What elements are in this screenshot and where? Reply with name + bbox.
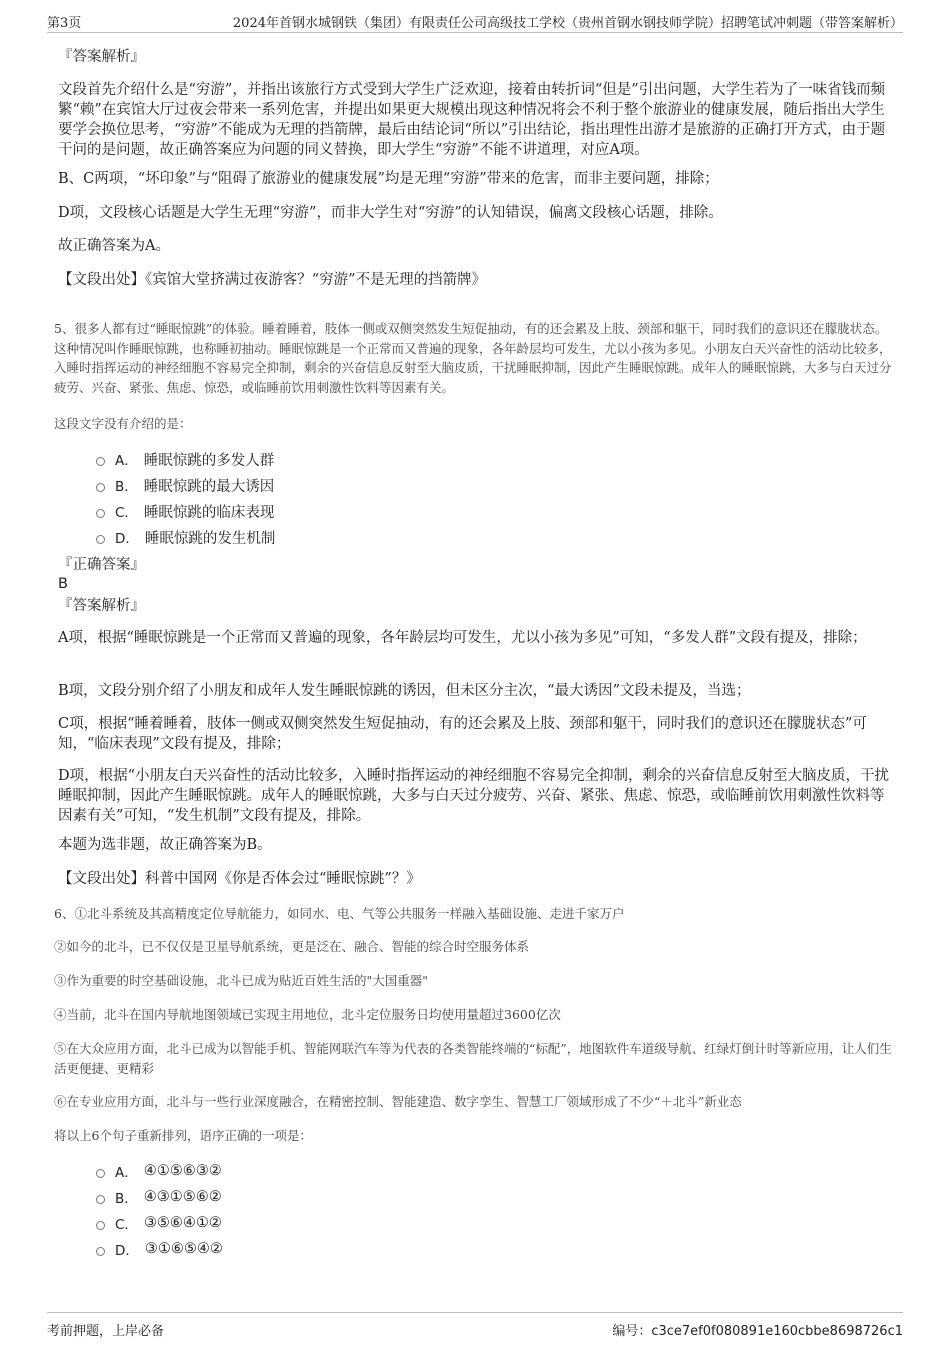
option-label: C． bbox=[115, 1217, 138, 1233]
radio-icon[interactable] bbox=[96, 535, 105, 544]
sentence-6: ⑥在专业应用方面，北斗与一些行业深度融合，在精密控制、智能建造、数字孪生、智慧工厂领域形成了不少“＋北斗”新业态 bbox=[54, 1094, 742, 1109]
option-label: A． bbox=[115, 453, 138, 469]
option-c[interactable] bbox=[96, 1213, 222, 1233]
option-text: ③⑤⑥④①② bbox=[143, 1215, 222, 1231]
correct-answer-label: 『正确答案』 bbox=[58, 557, 145, 573]
sentence-4: ④当前，北斗在国内导航地图领域已实现主用地位，北斗定位服务日均使用量超过3600亿次 bbox=[54, 1007, 561, 1022]
analysis-label: 『答案解析』 bbox=[58, 598, 145, 614]
option-text: ④③①⑤⑥② bbox=[143, 1189, 222, 1205]
option-text: 睡眠惊跳的最大诱因 bbox=[143, 478, 275, 495]
option-text: 睡眠惊跳的发生机制 bbox=[144, 530, 276, 547]
option-label: D． bbox=[115, 531, 139, 547]
analysis-label: 『答案解析』 bbox=[58, 49, 145, 65]
analysis-paragraph: 文段首先介绍什么是“穷游”，并指出该旅行方式受到大学生广泛欢迎，接着由转折词“但是”引出问题，大学生若为了一味省钱而频繁“赖”在宾馆大厅过夜会带来一系列危害，并提出如果更大规模出现这种情况将会不利于整个旅游业的健康发展，随后指出大学生要学会换位思考，“穷游”不能成为无理的挡箭牌，最后由结论词“所以”引出结论，指出理性出游才是旅游的正确打开方式，由于题干问的是问题，故正确答案应为问题的同义替换，即大学生“穷游”不能不讲道理，对应A项。 bbox=[58, 82, 886, 158]
analysis-paragraph: B、C两项，“坏印象”与“阻碍了旅游业的健康发展”均是无理“穷游”带来的危害，而非主要问题，排除； bbox=[58, 171, 719, 187]
analysis-paragraph: B项，文段分别介绍了小朋友和成年人发生睡眠惊跳的诱因，但未区分主次，“最大诱因”文段未提及，当选； bbox=[58, 683, 751, 699]
footer-slogan: 考前押题，上岸必备 bbox=[47, 1324, 165, 1339]
text-source: 【文段出处】科普中国网《你是否体会过“睡眠惊跳”？》 bbox=[58, 871, 421, 887]
correct-answer: B bbox=[58, 576, 68, 592]
sentence-5: ⑤在大众应用方面，北斗已成为以智能手机、智能网联汽车等为代表的各类智能终端的“标配”，地图软件车道级导航、红绿灯倒计时等新应用，让人们生活更便捷、更精彩 bbox=[54, 1041, 892, 1076]
sentence-3: ③作为重要的时空基础设施，北斗已成为贴近百姓生活的"大国重器" bbox=[54, 973, 429, 988]
option-label: A． bbox=[115, 1165, 138, 1181]
option-label: C． bbox=[115, 505, 138, 521]
document-code bbox=[612, 1320, 903, 1339]
sentence-2: ②如今的北斗，已不仅仅是卫星导航系统，更是泛在、融合、智能的综合时空服务体系 bbox=[54, 939, 530, 954]
document-title: 2024年首钢水城钢铁（集团）有限责任公司高级技工学校（贵州首钢水钢技师学院）招聘笔试冲刺题（带答案解析） bbox=[232, 15, 903, 31]
option-a[interactable] bbox=[96, 449, 274, 469]
radio-icon[interactable] bbox=[96, 509, 105, 518]
option-text: ④①⑤⑥③② bbox=[143, 1163, 222, 1179]
radio-icon[interactable] bbox=[96, 457, 105, 466]
code-label: 编号： bbox=[612, 1324, 652, 1339]
question-prompt: 将以上6个句子重新排列，语序正确的一项是： bbox=[54, 1128, 312, 1143]
option-d[interactable] bbox=[96, 1239, 223, 1259]
option-a[interactable] bbox=[96, 1161, 222, 1181]
question-prompt: 这段文字没有介绍的是： bbox=[54, 416, 192, 431]
option-text: ③①⑥⑤④② bbox=[144, 1241, 223, 1257]
page-number: 第3页 bbox=[47, 15, 82, 31]
option-text: 睡眠惊跳的临床表现 bbox=[143, 504, 275, 521]
option-b[interactable] bbox=[96, 475, 274, 495]
radio-icon[interactable] bbox=[96, 1247, 105, 1256]
option-text: 睡眠惊跳的多发人群 bbox=[143, 452, 275, 469]
analysis-paragraph: C项，根据“睡着睡着，肢体一侧或双侧突然发生短促抽动，有的还会累及上肢、颈部和躯干，同时我们的意识还在朦胧状态”可知，“临床表现”文段有提及，排除； bbox=[58, 716, 867, 752]
radio-icon[interactable] bbox=[96, 1169, 105, 1178]
page-header bbox=[47, 10, 903, 33]
page-footer bbox=[47, 1312, 903, 1339]
analysis-conclusion: 本题为选非题，故正确答案为B。 bbox=[58, 837, 272, 853]
analysis-paragraph: D项，文段核心话题是大学生无理“穷游”，而非大学生对“穷游”的认知错误，偏离文段核心话题，排除。 bbox=[58, 205, 723, 221]
analysis-conclusion: 故正确答案为A。 bbox=[58, 238, 170, 254]
option-label: B． bbox=[115, 479, 138, 495]
option-b[interactable] bbox=[96, 1187, 222, 1207]
option-d[interactable] bbox=[96, 527, 275, 547]
radio-icon[interactable] bbox=[96, 1195, 105, 1204]
code-value: c3ce7ef0f080891e160cbbe8698726c1 bbox=[651, 1324, 903, 1339]
analysis-paragraph: D项，根据“小朋友白天兴奋性的活动比较多，入睡时指挥运动的神经细胞不容易完全抑制，剩余的兴奋信息反射至大脑皮质，干扰睡眠抑制，因此产生睡眠惊跳。成年人的睡眠惊跳，大多与白天过分疲劳、兴奋、紧张、焦虑、惊恐，或临睡前饮用刺激性饮料等因素有关”可知，“发生机制”文段有提及，排除。 bbox=[58, 768, 890, 824]
option-label: D． bbox=[115, 1243, 139, 1259]
option-c[interactable] bbox=[96, 501, 274, 521]
analysis-paragraph: A项，根据“睡眠惊跳是一个正常而又普遍的现象，各年龄层均可发生，尤以小孩为多见”可知，“多发人群”文段有提及，排除； bbox=[58, 630, 867, 646]
question-stem: 5、很多人都有过“睡眠惊跳”的体验。睡着睡着，肢体一侧或双侧突然发生短促抽动，有的还会累及上肢、颈部和躯干，同时我们的意识还在朦胧状态。这种情况叫作睡眠惊跳，也称睡初抽动。睡眠惊跳是一个正常而又普遍的现象，各年龄层均可发生，尤以小孩为多见。小朋友白天兴奋性的活动比较多，入睡时指挥运动的神经细胞不容易完全抑制，剩余的兴奋信息反射至大脑皮质，干扰睡眠抑制，因此产生睡眠惊跳。成年人的睡眠惊跳，大多与白天过分疲劳、兴奋、紧张、焦虑、惊恐，或临睡前饮用刺激性饮料等因素有关。 bbox=[54, 321, 892, 395]
sentence-1: 6、①北斗系统及其高精度定位导航能力，如同水、电、气等公共服务一样融入基础设施、走进千家万户 bbox=[54, 906, 625, 921]
option-label: B． bbox=[115, 1191, 138, 1207]
text-source: 【文段出处】《宾馆大堂挤满过夜游客？“穷游”不是无理的挡箭牌》 bbox=[58, 272, 487, 288]
radio-icon[interactable] bbox=[96, 1221, 105, 1230]
radio-icon[interactable] bbox=[96, 483, 105, 492]
